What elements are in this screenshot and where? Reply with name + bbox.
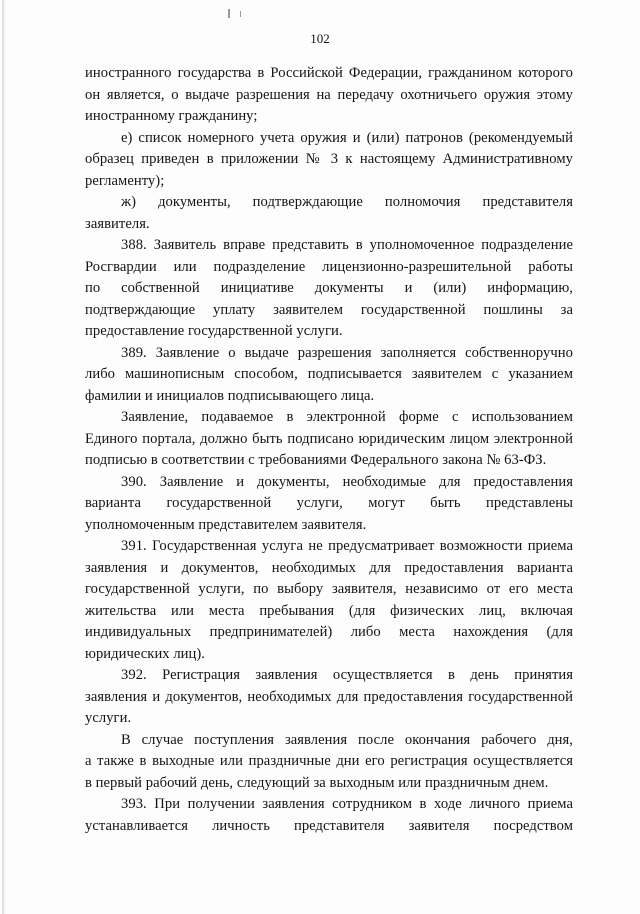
text-line: Росгвардии или подразделение лицензионно-разрешительной работы — [85, 258, 573, 275]
paragraph-388 — [85, 235, 573, 343]
page-number: 102 — [310, 31, 330, 46]
text-line: 392. Регистрация заявления осуществляется в день принятия — [121, 667, 573, 683]
scan-artifact-mark — [240, 11, 241, 17]
text-line: услуги. — [85, 710, 132, 726]
paragraph-389 — [85, 343, 573, 408]
text-line: 390. Заявление и документы, необходимые для предоставления — [121, 473, 573, 490]
paragraph-393 — [85, 794, 573, 837]
text-line: иностранному гражданину; — [85, 108, 258, 124]
text-line: 388. Заявитель вправе представить в уполномоченное подразделение — [121, 237, 573, 253]
scan-edge-shadow — [2, 0, 5, 914]
paragraph-392-weekend — [85, 730, 573, 795]
paragraph-item-e — [85, 128, 573, 193]
text-line: Единого портала, должно быть подписано юридическим лицом электронной — [85, 430, 573, 447]
text-line: либо машинописным способом, подписывается заявителем с указанием — [85, 366, 573, 382]
text-line: по собственной инициативе документы и (или) информацию, — [85, 280, 573, 296]
text-line: устанавливается личность представителя заявителя посредством — [85, 817, 573, 834]
text-line: регламенту); — [85, 172, 165, 189]
document-body — [85, 63, 573, 837]
text-line: подписью в соответствии с требованиями Федерального закона № 63-ФЗ. — [85, 452, 547, 468]
paragraph-391 — [85, 536, 573, 665]
text-line: юридических лиц). — [85, 645, 206, 662]
text-line: е) список номерного учета оружия и (или) патронов (рекомендуемый — [121, 129, 573, 146]
text-line: 391. Государственная услуга не предусматривает возможности приема — [121, 538, 573, 554]
text-line: иностранного государства в Российской Федерации, гражданином которого — [85, 65, 573, 81]
text-line: государственной услуги, по выбору заявителя, независимо от его места — [85, 581, 573, 597]
text-line: предоставление государственной услуги. — [85, 323, 343, 339]
text-line: заявителя. — [85, 215, 150, 232]
paragraph-cont-top — [85, 63, 573, 128]
text-line: 389. Заявление о выдаче разрешения заполняется собственноручно — [121, 344, 573, 361]
paragraph-390 — [85, 472, 573, 537]
paragraph-389-electronic — [85, 407, 573, 472]
paragraph-item-zh — [85, 192, 573, 235]
text-line: Заявление, подаваемое в электронной форме с использованием — [121, 409, 573, 425]
text-line: он является, о выдаче разрешения на передачу охотничьего оружия этому — [85, 86, 573, 103]
text-line: образец приведен в приложении № 3 к настоящему Административному — [85, 151, 573, 167]
text-line: заявления и документов, необходимых для предоставления государственной — [85, 688, 573, 705]
scan-artifact-mark — [228, 9, 230, 18]
text-line: ж) документы, подтверждающие полномочия представителя — [121, 194, 573, 210]
text-line: фамилии и инициалов подписывающего лица. — [85, 387, 375, 404]
paragraph-392 — [85, 665, 573, 730]
text-line: подтверждающие уплату заявителем государственной пошлины за — [85, 301, 573, 318]
text-line: уполномоченным представителем заявителя. — [85, 516, 367, 533]
text-line: В случае поступления заявления после окончания рабочего дня, — [121, 731, 573, 748]
text-line: индивидуальных предпринимателей) либо места нахождения (для — [85, 624, 573, 640]
text-line: заявления и документов, необходимых для предоставления варианта — [85, 559, 573, 576]
text-line: а также в выходные или праздничные дни его регистрация осуществляется — [85, 753, 573, 769]
text-line: варианта государственной услуги, могут быть представлены — [85, 495, 573, 511]
text-line: 393. При получении заявления сотрудником в ходе личного приема — [121, 796, 573, 812]
text-line: в первый рабочий день, следующий за выходным или праздничным днем. — [85, 774, 549, 791]
text-line: жительства или места пребывания (для физических лиц, включая — [85, 602, 573, 619]
